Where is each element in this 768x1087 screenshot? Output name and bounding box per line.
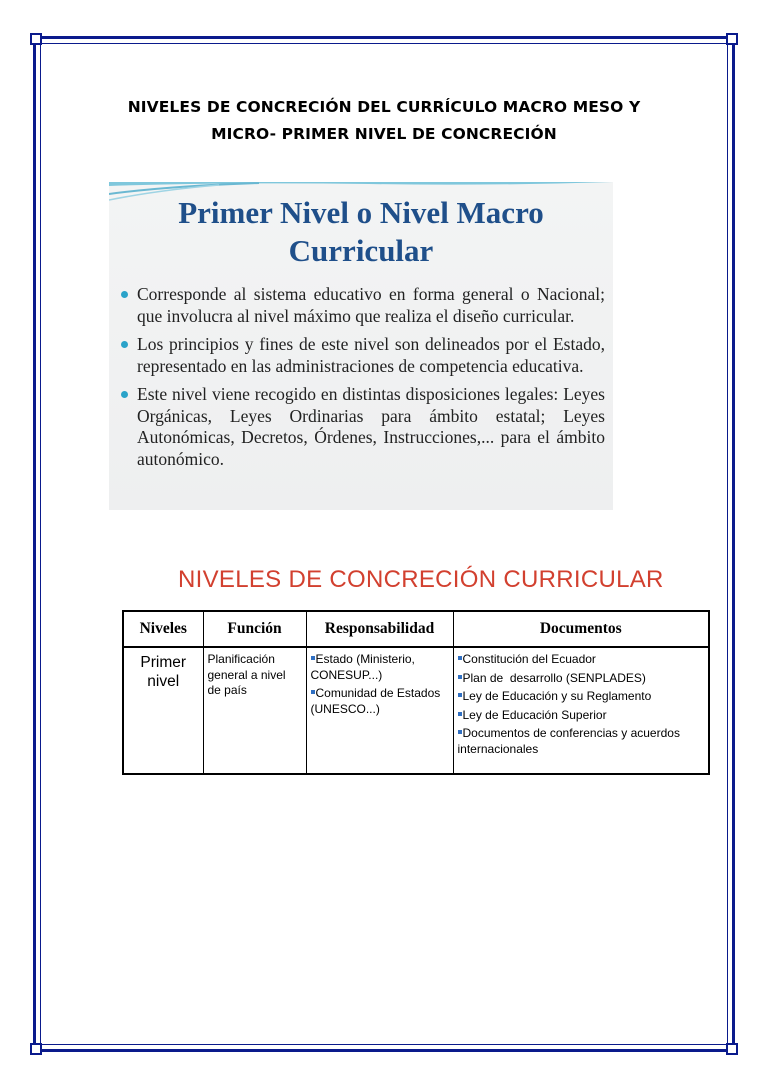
header-documentos: Documentos xyxy=(453,611,709,647)
border-corner-top-right xyxy=(726,33,738,45)
square-bullet-icon xyxy=(311,656,315,660)
square-bullet-icon xyxy=(458,656,462,660)
header-responsabilidad: Responsabilidad xyxy=(306,611,453,647)
macro-level-slide xyxy=(109,182,613,510)
curricular-levels-title: NIVELES DE CONCRECIÓN CURRICULAR xyxy=(178,566,664,593)
square-bullet-icon xyxy=(311,690,315,694)
macro-slide-title: Primer Nivel o Nivel Macro Curricular xyxy=(178,195,544,268)
list-item: Comunidad de Estados (UNESCO...) xyxy=(310,686,441,716)
table-header-row xyxy=(123,611,709,647)
table-row xyxy=(123,647,709,774)
macro-bullet: Los principios y fines de este nivel son delineados por el Estado, representado en las administraciones de competencia educativa. xyxy=(121,334,605,377)
square-bullet-icon xyxy=(458,712,462,716)
bullet-dot-icon xyxy=(121,341,128,348)
bullet-dot-icon xyxy=(121,291,128,298)
border-corner-top-left xyxy=(30,33,42,45)
curricular-levels-table xyxy=(122,610,710,775)
cell-nivel: Primer nivel xyxy=(123,647,203,774)
header-funcion: Función xyxy=(203,611,306,647)
macro-slide-bullets xyxy=(121,284,605,477)
list-item: Plan de desarrollo (SENPLADES) xyxy=(458,671,705,687)
header-niveles: Niveles xyxy=(123,611,203,647)
square-bullet-icon xyxy=(458,693,462,697)
cell-funcion: Planificación general a nivel de país xyxy=(203,647,306,774)
list-item: Ley de Educación Superior xyxy=(458,708,705,724)
macro-bullet: Corresponde al sistema educativo en forma general o Nacional; que involucra al nivel máximo que realiza el diseño curricular. xyxy=(121,284,605,327)
list-item: Constitución del Ecuador xyxy=(458,652,705,668)
page-title: NIVELES DE CONCRECIÓN DEL CURRÍCULO MACRO MESO Y MICRO- PRIMER NIVEL DE CONCRECIÓN xyxy=(127,98,641,143)
cell-responsabilidad xyxy=(306,647,453,774)
list-item: Documentos de conferencias y acuerdos internacionales xyxy=(457,726,680,756)
list-item: Estado (Ministerio, CONESUP...) xyxy=(310,652,415,682)
border-corner-bottom-right xyxy=(726,1043,738,1055)
cell-documentos xyxy=(453,647,709,774)
bullet-dot-icon xyxy=(121,391,128,398)
square-bullet-icon xyxy=(458,675,462,679)
border-corner-bottom-left xyxy=(30,1043,42,1055)
macro-bullet: Este nivel viene recogido en distintas disposiciones legales: Leyes Orgánicas, Leyes Ordinarias para ámbito estatal; Leyes Autonómicas, Decretos, Órdenes, Instrucciones,... para el ámbito autonómico. xyxy=(121,384,605,470)
list-item: Ley de Educación y su Reglamento xyxy=(458,689,705,705)
square-bullet-icon xyxy=(458,730,462,734)
